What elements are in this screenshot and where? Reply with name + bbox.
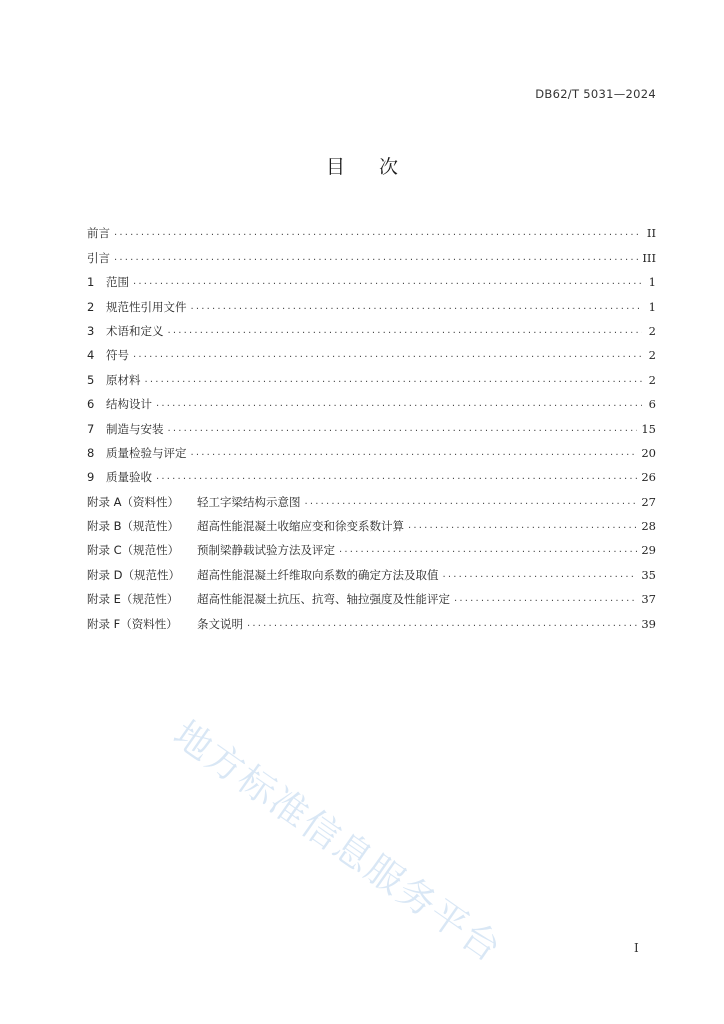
standard-code: DB62/T 5031—2024: [535, 87, 656, 101]
appendix-title: 轻工字梁结构示意图: [197, 494, 301, 509]
toc-entry-label: 范围: [106, 275, 129, 290]
appendix-prefix: 附录 C（规范性）: [87, 543, 180, 558]
toc-entry-page: 29: [641, 543, 656, 558]
appendix-prefix: 附录 F（资料性）: [87, 616, 178, 631]
toc-entry-label: 符号: [106, 348, 129, 363]
toc-entry-number: 9: [87, 470, 95, 485]
toc-entry-9[interactable]: [87, 460, 656, 484]
toc-leader-dots: [454, 592, 637, 606]
toc-entry-page: III: [642, 250, 656, 265]
toc-entry-page: 2: [648, 372, 656, 387]
toc-entry-appendix-b[interactable]: [87, 509, 656, 533]
toc-leader-dots: [133, 275, 642, 289]
toc-entry-page: 26: [641, 470, 656, 485]
toc-entry-appendix-f[interactable]: [87, 606, 656, 630]
toc-entry-appendix-e[interactable]: [87, 582, 656, 606]
toc-entry-appendix-a[interactable]: [87, 484, 656, 508]
toc-leader-dots: [114, 251, 638, 265]
appendix-prefix: 附录 B（规范性）: [87, 519, 180, 534]
toc-entry-label: 引言: [87, 250, 110, 265]
toc-entry-1[interactable]: [87, 265, 656, 289]
toc-entry-6[interactable]: [87, 387, 656, 411]
toc-entry-appendix-c[interactable]: [87, 533, 656, 557]
toc-entry-3[interactable]: [87, 314, 656, 338]
toc-entry-number: 2: [87, 299, 95, 314]
appendix-prefix: 附录 A（资料性）: [87, 494, 180, 509]
page-number: I: [634, 941, 639, 955]
table-of-contents: [87, 216, 656, 631]
toc-entry-label: 质量检验与评定: [106, 445, 187, 460]
toc-entry-number: 3: [87, 323, 95, 338]
toc-entry-foreword[interactable]: [87, 216, 656, 240]
toc-entry-page: 37: [641, 592, 656, 607]
toc-entry-label: 结构设计: [106, 397, 152, 412]
toc-entry-label: 原材料: [106, 372, 141, 387]
toc-leader-dots: [247, 617, 637, 631]
toc-entry-4[interactable]: [87, 338, 656, 362]
appendix-title: 超高性能混凝土纤维取向系数的确定方法及取值: [197, 567, 439, 582]
toc-entry-7[interactable]: [87, 411, 656, 435]
toc-entry-label: 规范性引用文件: [106, 299, 187, 314]
toc-entry-label: [87, 543, 335, 557]
appendix-prefix: 附录 E（规范性）: [87, 592, 179, 607]
toc-entry-label: 术语和定义: [106, 323, 164, 338]
toc-leader-dots: [114, 226, 642, 240]
toc-entry-8[interactable]: [87, 436, 656, 460]
page-title: 目次: [325, 156, 432, 178]
toc-entry-label: 前言: [87, 226, 110, 241]
toc-entry-page: 1: [648, 275, 656, 290]
toc-leader-dots: [133, 348, 642, 362]
toc-leader-dots: [156, 397, 642, 411]
toc-entry-page: 27: [641, 494, 656, 509]
toc-leader-dots: [443, 568, 638, 582]
toc-entry-2[interactable]: [87, 289, 656, 313]
watermark: 地方标准信息服务平台: [165, 712, 510, 972]
toc-entry-label: [87, 617, 243, 631]
toc-entry-label: [87, 568, 439, 582]
toc-entry-page: 20: [641, 445, 656, 460]
toc-entry-number: 4: [87, 348, 95, 363]
toc-leader-dots: [168, 422, 638, 436]
toc-entry-number: 8: [87, 445, 95, 460]
appendix-title: 超高性能混凝土抗压、抗弯、轴拉强度及性能评定: [197, 592, 450, 607]
toc-leader-dots: [145, 373, 643, 387]
toc-entry-page: 6: [648, 397, 656, 412]
toc-leader-dots: [156, 470, 637, 484]
toc-entry-label: [87, 519, 404, 533]
toc-entry-number: 7: [87, 421, 95, 436]
appendix-prefix: 附录 D（规范性）: [87, 567, 181, 582]
toc-entry-page: 28: [641, 519, 656, 534]
appendix-title: 条文说明: [197, 616, 243, 631]
toc-leader-dots: [168, 324, 643, 338]
toc-entry-label: [87, 592, 450, 606]
toc-entry-label: [87, 495, 301, 509]
toc-entry-label: 质量验收: [106, 470, 152, 485]
toc-entry-page: 1: [648, 299, 656, 314]
toc-entry-page: 35: [641, 567, 656, 582]
toc-leader-dots: [408, 519, 637, 533]
toc-leader-dots: [339, 543, 637, 557]
toc-entry-page: 15: [641, 421, 656, 436]
toc-entry-number: 5: [87, 372, 95, 387]
toc-leader-dots: [191, 300, 643, 314]
toc-entry-number: 6: [87, 397, 95, 412]
toc-entry-introduction[interactable]: [87, 240, 656, 264]
appendix-title: 预制梁静载试验方法及评定: [197, 543, 335, 558]
toc-entry-page: 2: [648, 348, 656, 363]
toc-leader-dots: [191, 446, 638, 460]
toc-entry-page: 39: [641, 616, 656, 631]
toc-entry-5[interactable]: [87, 362, 656, 386]
toc-entry-page: II: [646, 226, 656, 241]
toc-entry-number: 1: [87, 275, 95, 290]
appendix-title: 超高性能混凝土收缩应变和徐变系数计算: [197, 519, 404, 534]
toc-entry-label: 制造与安装: [106, 421, 164, 436]
toc-entry-page: 2: [648, 323, 656, 338]
toc-entry-appendix-d[interactable]: [87, 557, 656, 581]
toc-leader-dots: [305, 495, 638, 509]
